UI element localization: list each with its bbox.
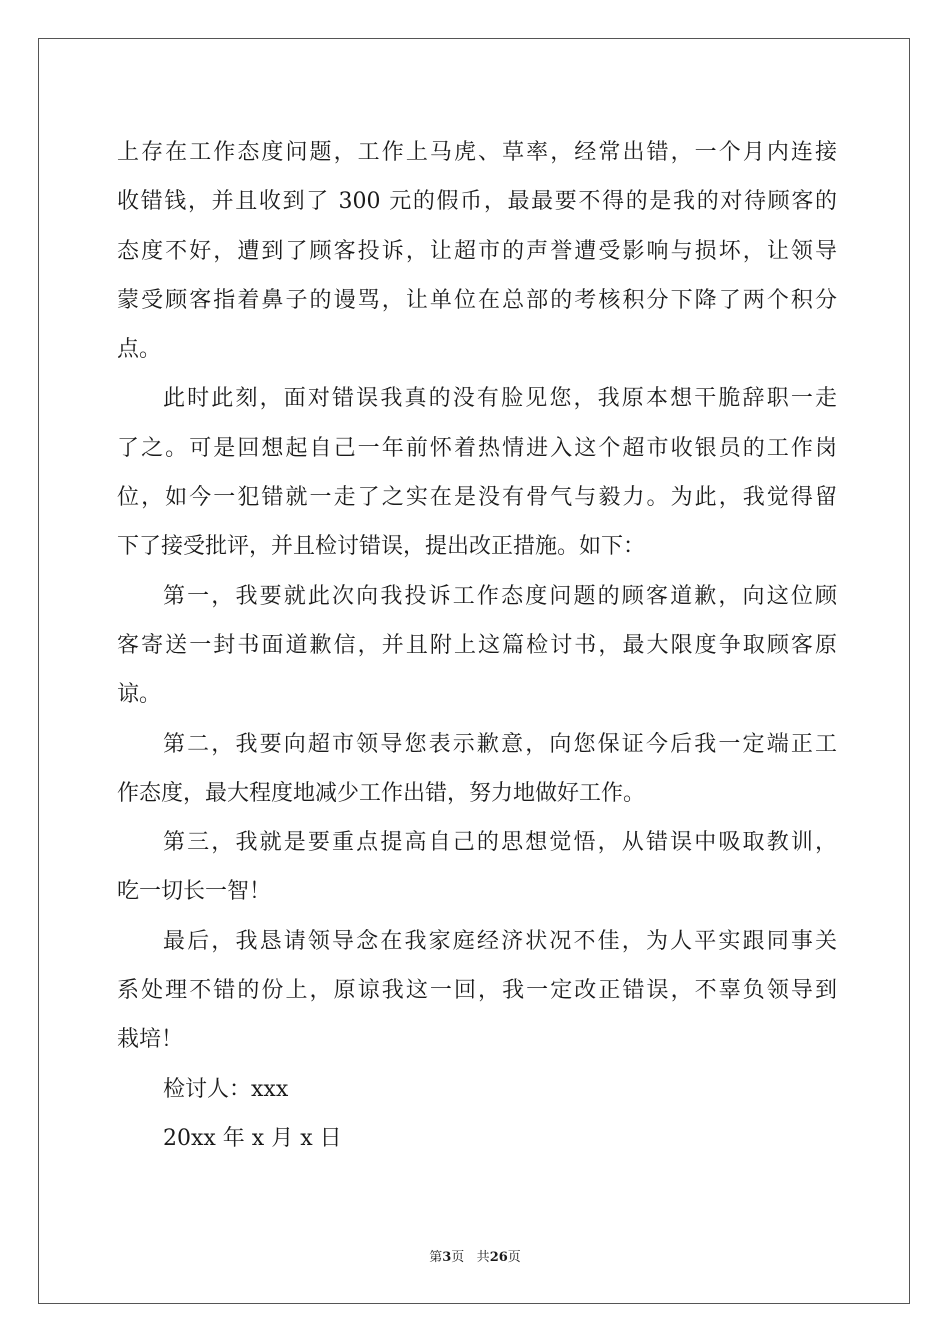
body-line-2: 收错钱，并且收到了 300 元的假币，最最要不得的是我的对待顾客的: [117, 189, 837, 215]
total-suffix: 页: [507, 1250, 521, 1265]
body-line-5: 点。: [117, 337, 162, 363]
body-line-8: 位，如今一犯错就一走了之实在是没有骨气与毅力。为此，我觉得留: [117, 485, 837, 511]
document-body: [117, 128, 837, 1163]
body-line-19: 栽培！: [117, 1027, 184, 1053]
body-line-4: 蒙受顾客指着鼻子的谩骂，让单位在总部的考核积分下降了两个积分: [117, 287, 837, 313]
total-pages: 26: [489, 1250, 508, 1265]
body-line-16: 吃一切长一智！: [117, 879, 272, 905]
body-line-15: 第三，我就是要重点提高自己的思想觉悟，从错误中吸取教训，: [163, 830, 837, 856]
page-number: 3: [442, 1250, 452, 1265]
body-line-13: 第二，我要向超市领导您表示歉意，向您保证今后我一定端正工: [163, 731, 837, 757]
body-line-3: 态度不好，遭到了顾客投诉，让超市的声誉遭受影响与损坏，让领导: [117, 238, 837, 264]
page-suffix: 页: [451, 1250, 465, 1265]
body-line-1: 上存在工作态度问题，工作上马虎、草率，经常出错，一个月内连接: [117, 140, 837, 165]
body-line-10: 第一，我要就此次向我投诉工作态度问题的顾客道歉，向这位顾: [163, 583, 837, 609]
body-line-17: 最后，我恳请领导念在我家庭经济状况不佳，为人平实跟同事关: [163, 928, 837, 954]
body-line-18: 系处理不错的份上，原谅我这一回，我一定改正错误，不辜负领导到: [117, 978, 837, 1004]
total-prefix: 共: [476, 1250, 490, 1265]
body-line-6: 此时此刻，面对错误我真的没有脸见您，我原本想干脆辞职一走: [163, 386, 837, 412]
body-line-7: 了之。可是回想起自己一年前怀着热情进入这个超市收银员的工作岗: [117, 435, 837, 461]
body-line-9: 下了接受批评，并且检讨错误，提出改正措施。如下：: [117, 534, 646, 560]
date-line: 20xx 年 x 月 x 日: [163, 1125, 342, 1151]
signature-line: 检讨人：xxx: [163, 1076, 289, 1102]
body-line-12: 谅。: [117, 682, 162, 708]
body-line-14: 作态度，最大程度地减少工作出错，努力地做好工作。: [117, 780, 646, 806]
page-footer: [0, 1246, 950, 1265]
body-line-11: 客寄送一封书面道歉信，并且附上这篇检讨书，最大限度争取顾客原: [117, 632, 837, 658]
page-prefix: 第: [429, 1250, 443, 1265]
